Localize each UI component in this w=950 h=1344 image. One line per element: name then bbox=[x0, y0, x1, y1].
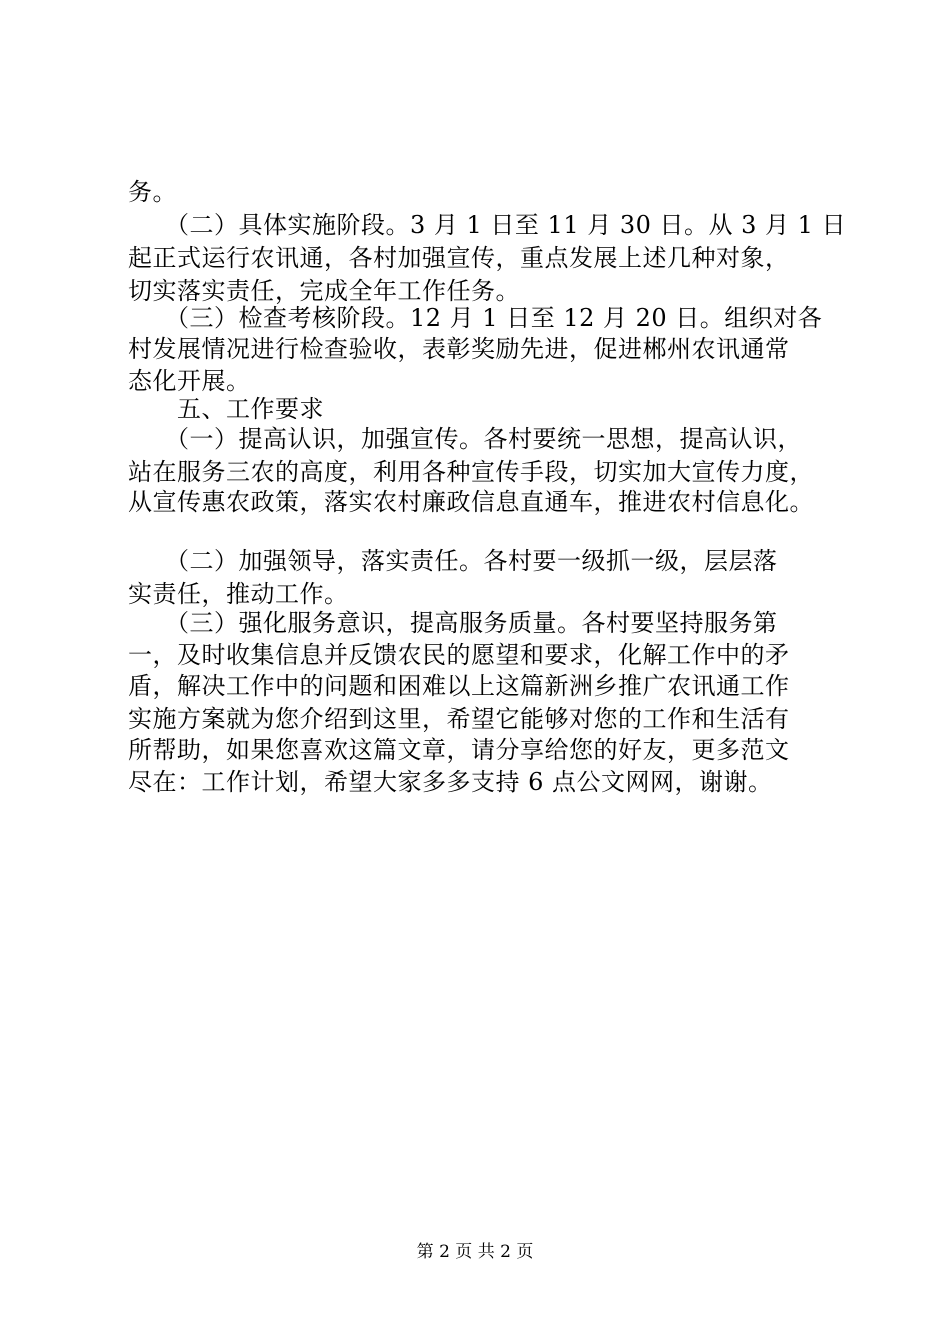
body-line: 尽在：工作计划，希望大家多多支持 6 点公文网网，谢谢。 bbox=[128, 768, 773, 796]
body-line: 村发展情况进行检查验收，表彰奖励先进，促进郴州农讯通常 bbox=[128, 335, 790, 363]
page-number-footer: 第 2 页 共 2 页 bbox=[416, 1242, 534, 1262]
body-line: （一）提高认识，加强宣传。各村要统一思想，提高认识， bbox=[128, 425, 802, 453]
body-line: （二）具体实施阶段。3 月 1 日至 11 月 30 日。从 3 月 1 日 bbox=[128, 211, 847, 239]
body-line: 一，及时收集信息并反馈农民的愿望和要求，化解工作中的矛 bbox=[128, 641, 790, 669]
body-line: 站在服务三农的高度，利用各种宣传手段，切实加大宣传力度， bbox=[128, 458, 814, 486]
section-heading: 五、工作要求 bbox=[128, 395, 324, 423]
body-line: （二）加强领导，落实责任。各村要一级抓一级，层层落 bbox=[128, 547, 778, 575]
body-line: 务。 bbox=[128, 178, 177, 206]
body-line: 所帮助，如果您喜欢这篇文章，请分享给您的好友，更多范文 bbox=[128, 736, 790, 764]
body-line: （三）强化服务意识，提高服务质量。各村要坚持服务第 bbox=[128, 609, 778, 637]
body-line: （三）检查考核阶段。12 月 1 日至 12 月 20 日。组织对各 bbox=[128, 304, 823, 332]
body-line: 从宣传惠农政策，落实农村廉政信息直通车，推进农村信息化。 bbox=[128, 488, 814, 516]
body-line: 态化开展。 bbox=[128, 367, 251, 395]
body-line: 实施方案就为您介绍到这里，希望它能够对您的工作和生活有 bbox=[128, 705, 790, 733]
body-line: 实责任，推动工作。 bbox=[128, 580, 349, 608]
body-line: 切实落实责任，完成全年工作任务。 bbox=[128, 277, 520, 305]
body-line: 盾，解决工作中的问题和困难以上这篇新洲乡推广农讯通工作 bbox=[128, 672, 790, 700]
body-line: 起正式运行农讯通，各村加强宣传，重点发展上述几种对象， bbox=[128, 244, 790, 272]
